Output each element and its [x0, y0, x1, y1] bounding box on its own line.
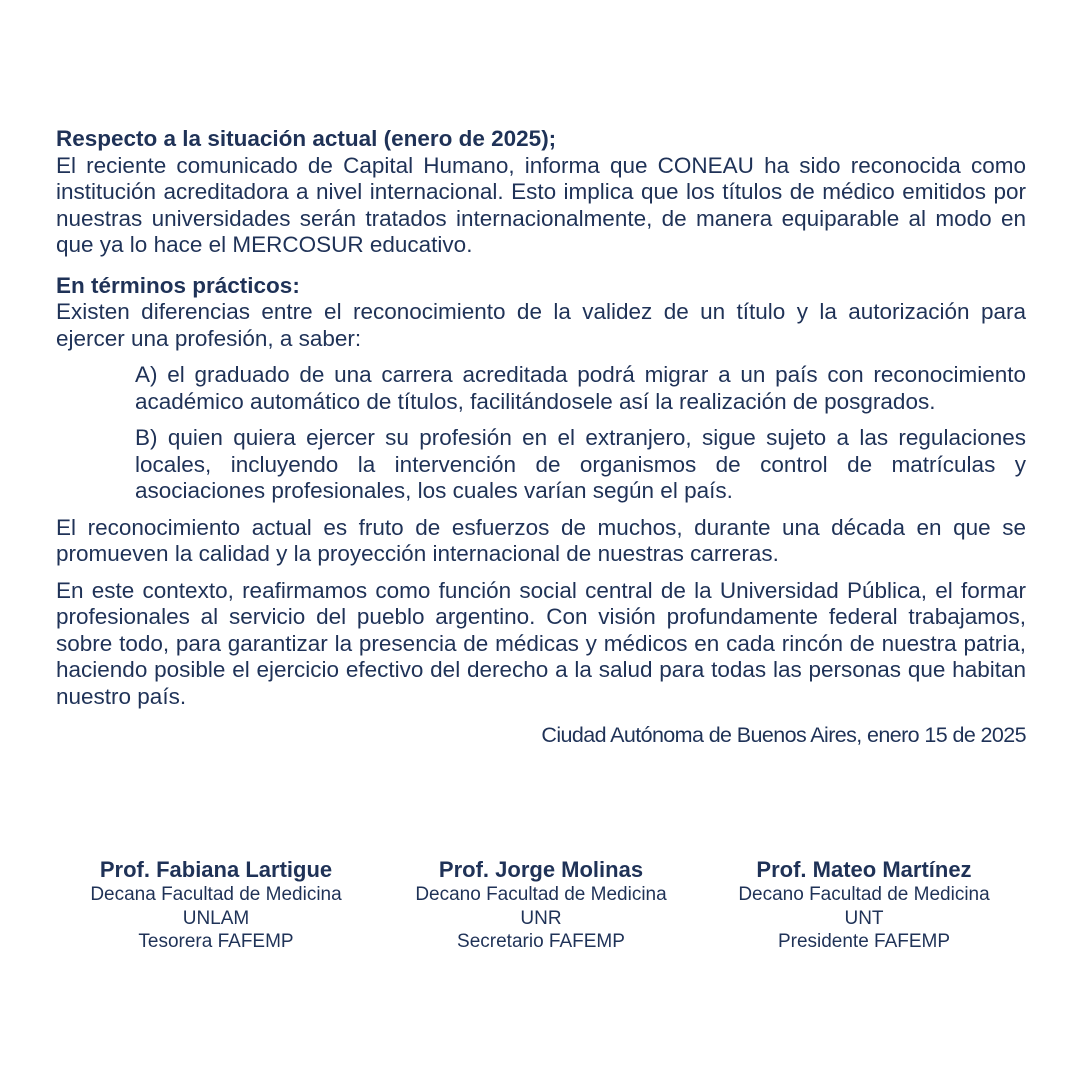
- signatory-role: Decano Facultad de Medicina: [738, 884, 990, 905]
- signatory-molinas: [381, 856, 701, 954]
- signatory-position: Presidente FAFEMP: [777, 931, 951, 952]
- place-date: Ciudad Autónoma de Buenos Aires, enero 15 de 2025: [541, 723, 1026, 747]
- signatory-name: Prof. Mateo Martínez: [756, 857, 972, 882]
- signatory-university: UNT: [844, 907, 884, 929]
- signatory-role: Decana Facultad de Medicina: [90, 884, 342, 905]
- paragraph-capital-humano: El reciente comunicado de Capital Humano, informa que CONEAU ha sido reconocida como institución acreditadora a nivel internacional. Esto implica que los títulos de médico emitidos por nuestras universidades serán tratados internacionalmente, de manera equiparable al modo en que ya lo hace el MERCOSUR educativo.: [56, 152, 1026, 257]
- signatory-name: Prof. Jorge Molinas: [438, 857, 644, 882]
- signatory-university: UNR: [520, 907, 562, 929]
- section-heading-current-situation: Respecto a la situación actual (enero de 2025);: [56, 126, 557, 151]
- signatory-university: UNLAM: [182, 907, 250, 929]
- paragraph-differences: Existen diferencias entre el reconocimiento de la validez de un título y la autorización para ejercer una profesión, a saber:: [56, 299, 1026, 351]
- list-item-a: A) el graduado de una carrera acreditada podrá migrar a un país con reconocimiento académico automático de títulos, facilitándosele así la realización de posgrados.: [135, 362, 1026, 414]
- signatory-role: Decano Facultad de Medicina: [415, 884, 667, 905]
- signature-block: [56, 856, 1026, 966]
- signatory-martinez: [704, 856, 1024, 954]
- signatory-lartigue: [56, 856, 376, 954]
- section-heading-practical-terms: En términos prácticos:: [56, 272, 300, 298]
- signatory-name: Prof. Fabiana Lartigue: [99, 857, 333, 882]
- list-item-b: B) quien quiera ejercer su profesión en el extranjero, sigue sujeto a las regulaciones locales, incluyendo la intervención de organismos de control de matrículas y asociaciones profesionales, los cuales varían según el país.: [135, 425, 1026, 503]
- signatory-position: Secretario FAFEMP: [457, 931, 625, 952]
- document-body: [56, 126, 1026, 770]
- paragraph-context: En este contexto, reafirmamos como función social central de la Universidad Pública, el formar profesionales al servicio del pueblo argentino. Con visión profundamente federal trabajamos, sobre todo, para garantizar la presencia de médicas y médicos en cada rincón de nuestra patria, haciendo posible el ejercicio efectivo del derecho a la salud para todas las personas que habitan nuestro país.: [56, 577, 1026, 709]
- paragraph-recognition: El reconocimiento actual es fruto de esfuerzos de muchos, durante una década en que se promueven la calidad y la proyección internacional de nuestras carreras.: [56, 514, 1026, 566]
- signatory-position: Tesorera FAFEMP: [138, 931, 294, 952]
